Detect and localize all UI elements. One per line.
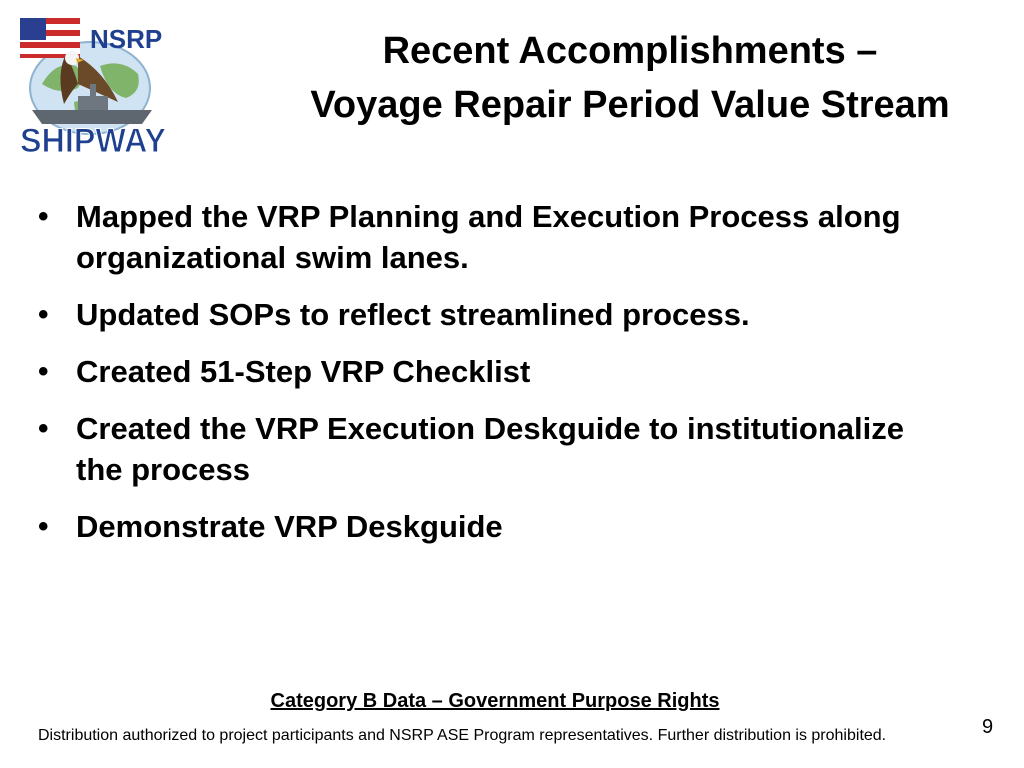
- bullet-icon: •: [38, 298, 49, 331]
- slide-title: [250, 24, 1010, 132]
- list-item: [36, 408, 936, 490]
- list-item: [36, 294, 936, 335]
- bullet-list: [36, 196, 936, 563]
- logo-shipway-text: SHIPWAY: [20, 122, 167, 160]
- list-item: [36, 196, 936, 278]
- logo-nsrp-text: NSRP: [90, 24, 163, 54]
- nsrp-shipway-logo: [14, 14, 174, 160]
- list-item: [36, 351, 936, 392]
- page-number: 9: [982, 716, 994, 738]
- bullet-icon: •: [38, 355, 49, 388]
- title-line-1: Recent Accomplishments –: [382, 30, 878, 72]
- bullet-icon: •: [38, 200, 49, 233]
- title-line-2: Voyage Repair Period Value Stream: [310, 84, 950, 126]
- bullet-icon: •: [38, 412, 49, 445]
- distribution-notice: Distribution authorized to project participants and NSRP ASE Program representatives. Further distribution is prohibited.: [38, 727, 887, 744]
- bullet-text: Created the VRP Execution Deskguide to institutionalize the process: [76, 411, 904, 487]
- bullet-icon: •: [38, 510, 49, 543]
- bullet-text: Demonstrate VRP Deskguide: [76, 509, 503, 544]
- bullet-text: Updated SOPs to reflect streamlined process.: [76, 297, 750, 332]
- list-item: [36, 506, 936, 547]
- data-category-notice: Category B Data – Government Purpose Rights: [270, 690, 720, 712]
- bullet-text: Mapped the VRP Planning and Execution Process along organizational swim lanes.: [76, 199, 901, 275]
- bullet-text: Created 51-Step VRP Checklist: [76, 354, 531, 389]
